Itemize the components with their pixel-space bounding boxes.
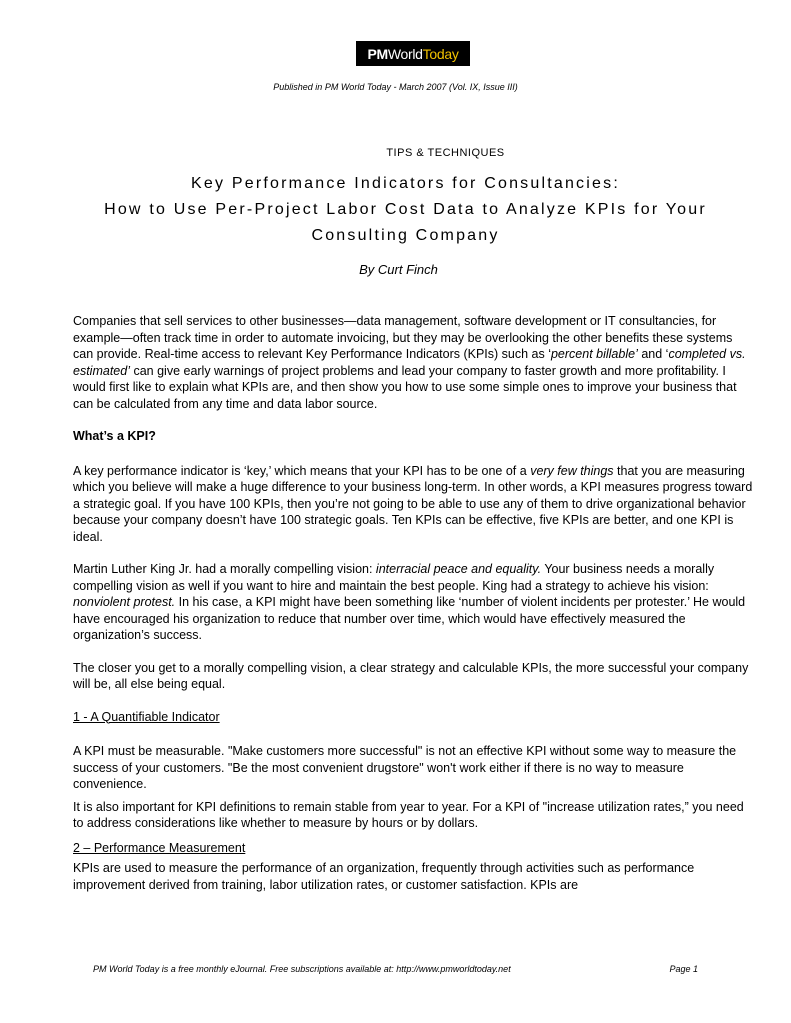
emphasis-percent-billable: percent billable’ <box>550 347 638 361</box>
emphasis-strategy: nonviolent protest. <box>73 595 176 609</box>
paragraph-mlk: Martin Luther King Jr. had a morally compelling vision: interracial peace and equality. Your business needs a morally compelling vision as well if you want to hire and maintain the best people. King had a strategy to achieve his vision: nonviolent protest. In his case, a KPI might have been something like ‘number of violent incidents per protester.’ He would have encouraged his organization to reduce that number over time, which would have effectively measured the organization’s success. <box>73 562 746 642</box>
logo-world: World <box>387 45 423 62</box>
page-footer <box>93 964 698 974</box>
paragraph-stable-definitions: It is also important for KPI definitions to remain stable from year to year. For a KPI of "increase utilization rates,” you need to address considerations like whether to measure by hours or by dollars. <box>73 799 744 830</box>
logo-today: Today <box>422 45 459 62</box>
section-label: TIPS & TECHNIQUES <box>386 147 505 159</box>
heading-quantifiable-indicator: 1 - A Quantifiable Indicator <box>73 709 220 724</box>
paragraph-measurable: A KPI must be measurable. "Make customers more successful" is not an effective KPI without some way to measure the success of your customers. "Be the most convenient drugstore" won't work either if there is no way to measure convenience. <box>73 744 737 791</box>
emphasis-completed-vs-estimated: completed vs. estimated’ <box>73 347 746 378</box>
page-number: Page 1 <box>669 964 698 974</box>
title-line-1: Key Performance Indicators for Consultancies: <box>191 175 620 192</box>
paragraph-key-indicator: A key performance indicator is ‘key,’ which means that your KPI has to be one of a very few things that you are measuring which you believe will make a huge difference to your business long-term. In other words, a KPI measures progress toward a strategic goal. If you have 100 KPIs, then you’re not going to be able to use any of them to drive organizational behavior because your company doesn’t have 100 strategic goals. Ten KPIs can be effective, five KPIs are better, and one KPI is ideal. <box>73 463 753 544</box>
title-line-3: Consulting Company <box>311 227 500 244</box>
paragraph-performance: KPIs are used to measure the performance of an organization, frequently through activities such as performance improvement derived from training, labor utilization rates, or customer satisfaction. KPIs are <box>73 861 695 892</box>
logo-pm: PM <box>367 45 388 62</box>
heading-performance-measurement: 2 – Performance Measurement <box>73 840 246 855</box>
article-body <box>73 313 753 893</box>
title-line-2: How to Use Per-Project Labor Cost Data to Analyze KPIs for Your <box>104 201 707 218</box>
byline: By Curt Finch <box>359 262 438 277</box>
emphasis-very-few-things: very few things <box>530 463 614 478</box>
pm-world-today-logo <box>356 41 470 66</box>
heading-whats-a-kpi: What’s a KPI? <box>73 429 156 443</box>
publication-note: Published in PM World Today - March 2007 (Vol. IX, Issue III) <box>273 82 518 92</box>
footer-subscription-note: PM World Today is a free monthly eJournal. Free subscriptions available at: http://www.pmworldtoday.net <box>93 964 511 974</box>
emphasis-vision: interracial peace and equality. <box>375 562 542 576</box>
article-title <box>60 171 751 249</box>
paragraph-closer: The closer you get to a morally compelling vision, a clear strategy and calculable KPIs, the more successful your company will be, all else being equal. <box>73 660 749 691</box>
paragraph-intro: Companies that sell services to other businesses—data management, software development or IT consultancies, for example—often track time in order to automate invoicing, but they may be overlooking the other benefits these systems can provide. Real-time access to relevant Key Performance Indicators (KPIs) such as ‘percent billable’ and ‘completed vs. estimated’ can give early warnings of project problems and lead your company to faster growth and more profitability. I would first like to explain what KPIs are, and then show you how to use some simple ones to improve your business that can be calculated from any time and data labor source. <box>73 314 746 411</box>
